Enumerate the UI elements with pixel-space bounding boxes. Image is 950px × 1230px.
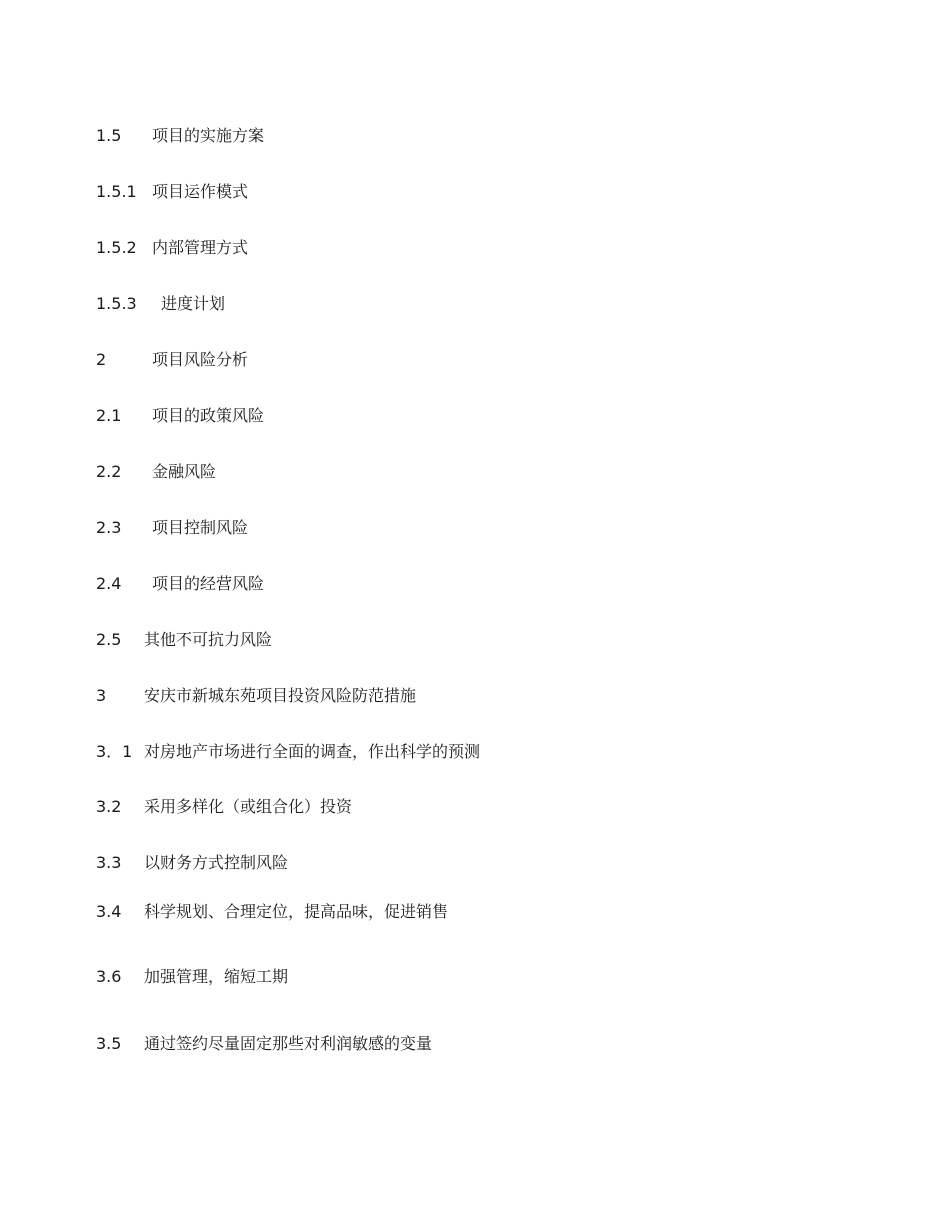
toc-entry-title: 进度计划	[161, 294, 226, 313]
toc-entry-title: 项目的政策风险	[152, 406, 265, 425]
toc-entry-number: 3	[96, 686, 107, 705]
toc-entry-title: 安庆市新城东苑项目投资风险防范措施	[144, 686, 417, 705]
toc-entry-title: 项目的实施方案	[152, 126, 265, 145]
toc-entry-number: 3.4	[96, 902, 122, 921]
toc-entry-title: 加强管理，缩短工期	[144, 967, 289, 986]
toc-entry-number: 1.5	[96, 126, 122, 145]
toc-entry-number: 3．1	[96, 742, 133, 761]
toc-entry-title: 其他不可抗力风险	[144, 630, 273, 649]
toc-entry-number: 2.5	[96, 630, 122, 649]
toc-entry-title: 采用多样化（或组合化）投资	[144, 797, 353, 816]
toc-entry-number: 2	[96, 350, 107, 369]
toc-entry-number: 2.4	[96, 574, 122, 593]
toc-entry-title: 内部管理方式	[152, 238, 249, 257]
toc-entry-number: 3.6	[96, 967, 122, 986]
toc-entry-title: 项目风险分析	[152, 350, 249, 369]
toc-entry-title: 项目控制风险	[152, 518, 249, 537]
toc-entry-number: 2.2	[96, 462, 122, 481]
toc-entry-title: 通过签约尽量固定那些对利润敏感的变量	[144, 1034, 433, 1053]
toc-entry-number: 3.5	[96, 1034, 122, 1053]
toc-entry-number: 3.3	[96, 853, 122, 872]
toc-entry-number: 2.1	[96, 406, 122, 425]
toc-entry-title: 以财务方式控制风险	[144, 853, 289, 872]
toc-entry-number: 1.5.2	[96, 238, 137, 257]
toc-entry-number: 1.5.3	[96, 294, 137, 313]
toc-entry-number: 3.2	[96, 797, 122, 816]
toc-entry-title: 金融风险	[152, 462, 217, 481]
toc-entry-title: 科学规划、合理定位，提高品味，促进销售	[144, 902, 449, 921]
toc-entry-title: 对房地产市场进行全面的调查，作出科学的预测	[144, 742, 481, 761]
toc-entry-title: 项目运作模式	[152, 182, 249, 201]
toc-entry-number: 2.3	[96, 518, 122, 537]
toc-entry-number: 1.5.1	[96, 182, 137, 201]
toc-entry-title: 项目的经营风险	[152, 574, 265, 593]
